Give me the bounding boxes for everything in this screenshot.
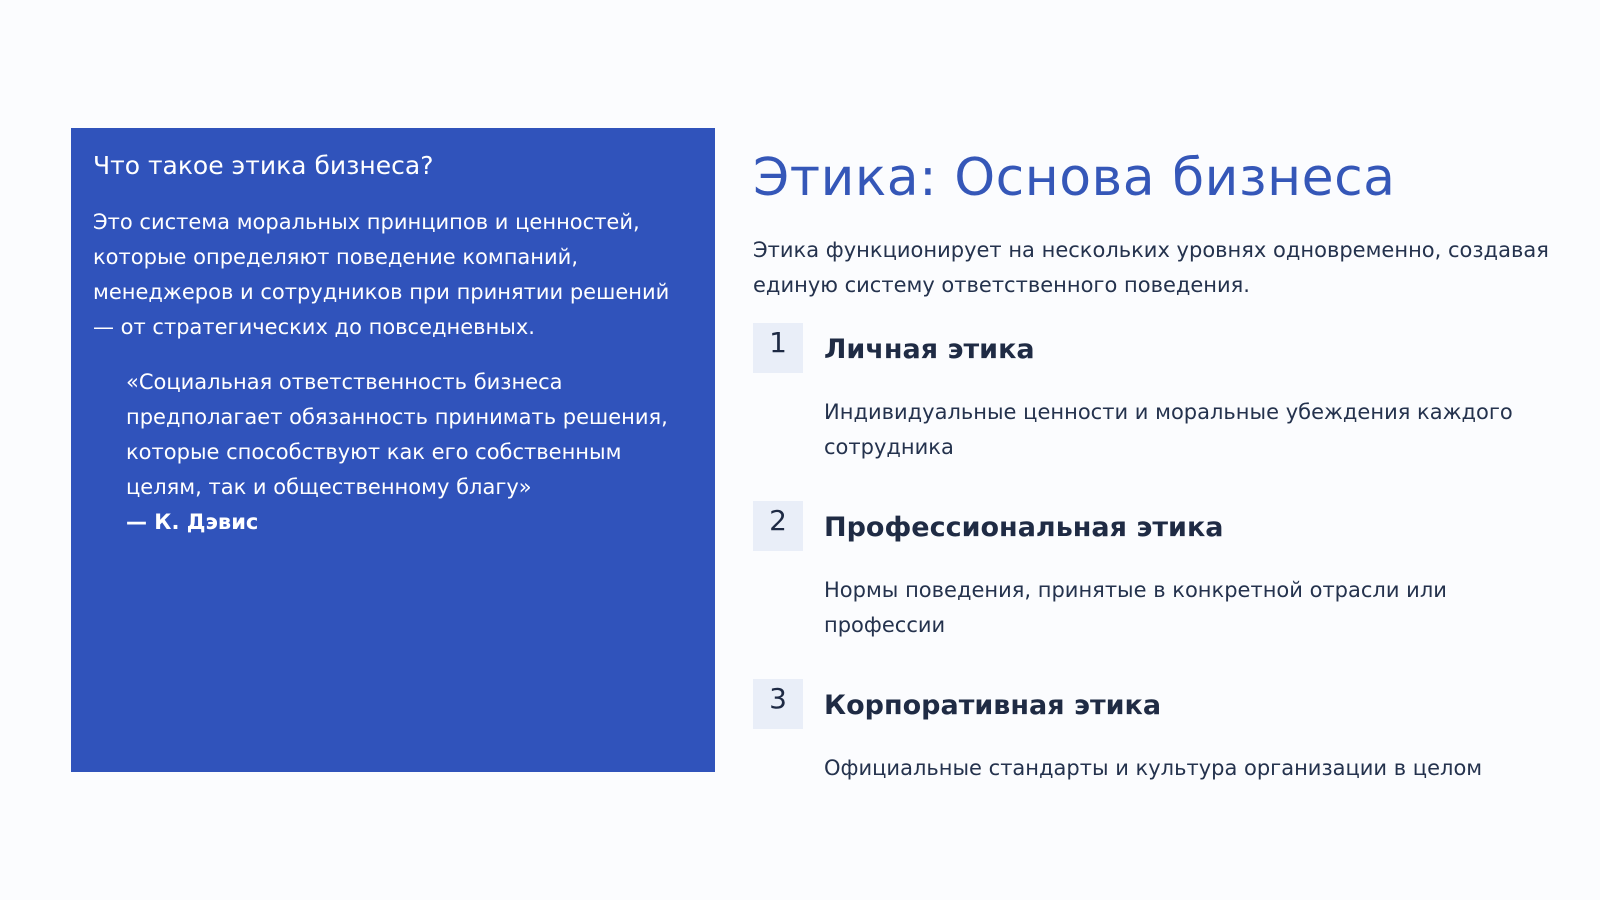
definition-card [71,128,715,772]
level-title: Корпоративная этика [824,690,1162,722]
card-definition-text: Это система моральных принципов и ценностей, которые определяют поведение компаний, менеджеров и сотрудников при принятии решений — от стратегических до повседневных. [93,209,670,339]
level-item-personal [753,323,1553,465]
level-title: Профессиональная этика [824,512,1224,544]
level-title: Личная этика [824,334,1035,366]
quote-text: «Социальная ответственность бизнеса предполагает обязанность принимать решения, которые способствуют как его собственным целям, так и общественному благу» [126,369,668,499]
level-item-corporate [753,679,1553,786]
page-title: Этика: Основа бизнеса [753,148,1396,208]
quote-block [126,365,693,540]
level-description: Индивидуальные ценности и моральные убеждения каждого сотрудника [824,400,1513,460]
level-description: Нормы поведения, принятые в конкретной отрасли или профессии [824,578,1447,638]
intro-text: Этика функционирует на нескольких уровнях одновременно, создавая единую систему ответственного поведения. [753,238,1549,298]
main-content [753,150,1553,786]
quote-author: — К. Дэвис [126,509,259,534]
level-number-badge: 3 [753,679,803,729]
level-number-badge: 2 [753,501,803,551]
card-title: Что такое этика бизнеса? [93,151,434,180]
level-item-professional [753,501,1553,643]
level-number-badge: 1 [753,323,803,373]
level-description: Официальные стандарты и культура организации в целом [824,756,1483,781]
